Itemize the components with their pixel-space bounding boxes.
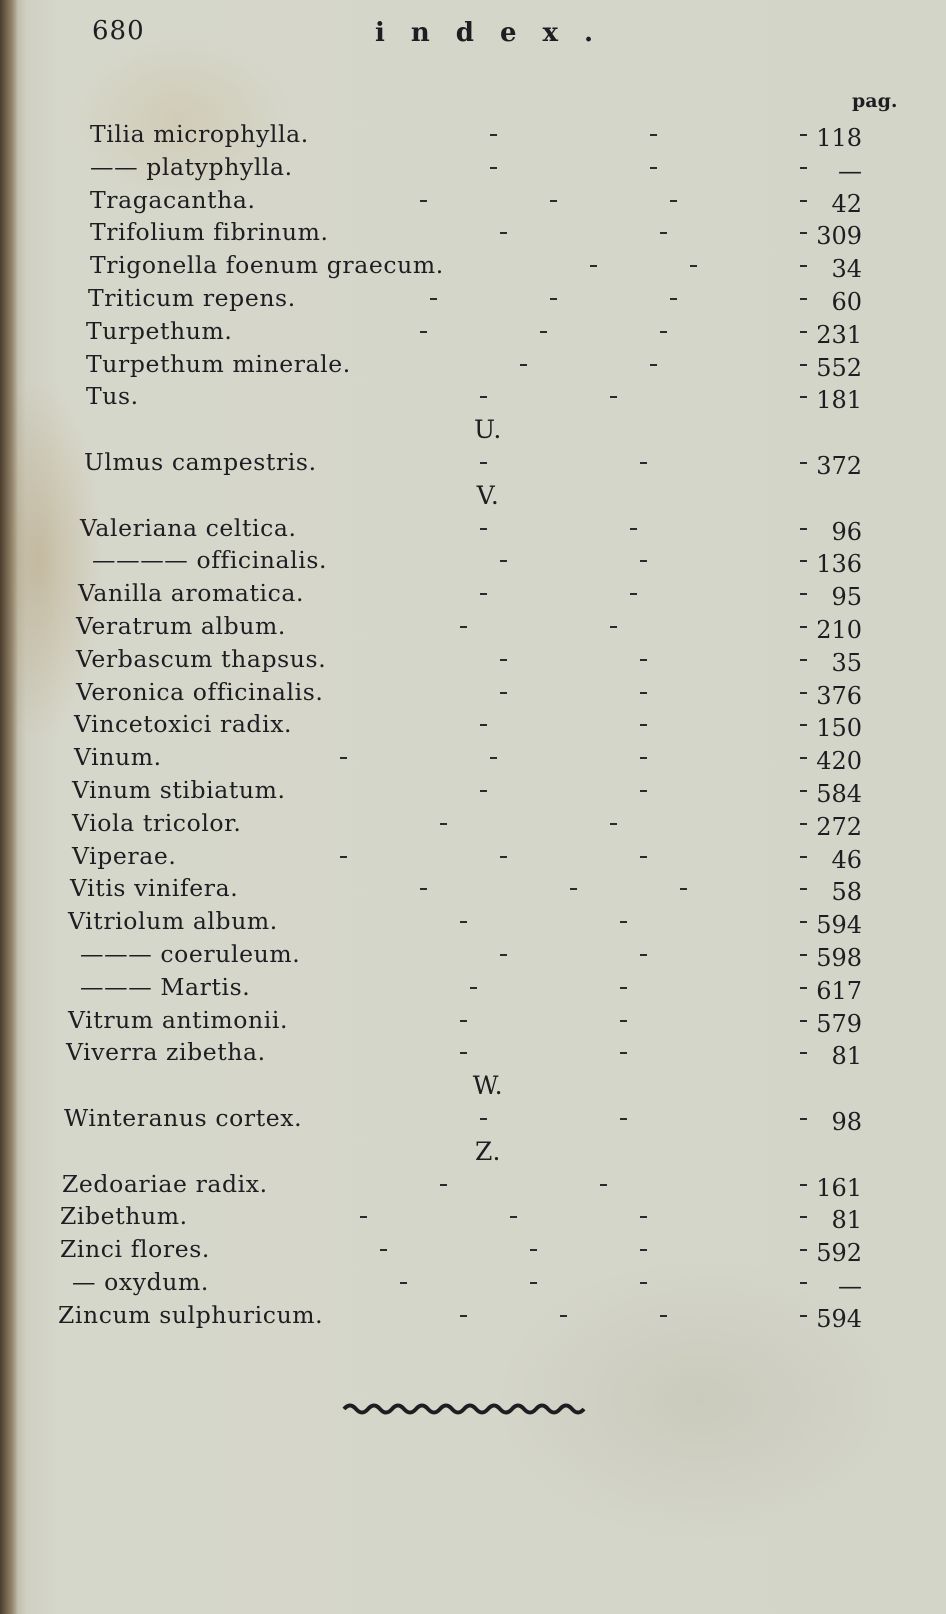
running-head: index. (375, 18, 620, 48)
leader-dash (500, 692, 507, 694)
page-column-header: pag. (852, 90, 898, 112)
leader-dash (620, 1118, 627, 1120)
leader-dash (800, 888, 807, 890)
page-number: 680 (92, 16, 145, 46)
index-entry (0, 512, 946, 545)
entry-name: — oxydum. (72, 1267, 209, 1296)
entry-page-number: 372 (816, 451, 862, 480)
leader-dash (460, 1315, 467, 1317)
leader-dashes (400, 1004, 800, 1034)
entry-name: Tilia microphylla. (90, 120, 309, 148)
index-entry (0, 1200, 946, 1233)
leader-dash (680, 888, 687, 890)
leader-dashes (400, 512, 800, 542)
leader-dash (800, 298, 807, 300)
leader-dash (610, 396, 617, 398)
index-entry (0, 1299, 946, 1332)
index-entry (0, 216, 946, 249)
entry-page-number: 592 (816, 1239, 862, 1268)
leader-dash (640, 1249, 647, 1251)
index-entry (0, 741, 946, 774)
leader-dash (530, 1249, 537, 1251)
leader-dash (800, 1118, 807, 1120)
leader-dashes (400, 1266, 800, 1296)
leader-dash (440, 1184, 447, 1186)
leader-dash (800, 1249, 807, 1251)
entry-page-number: 598 (816, 943, 862, 972)
entry-name: Triticum repens. (88, 283, 296, 312)
index-entry (0, 1102, 946, 1135)
entry-page-number: 81 (831, 1206, 862, 1235)
leader-dash (500, 856, 507, 858)
index-entry (0, 118, 946, 151)
leader-dashes (400, 118, 800, 148)
leader-dashes (400, 446, 800, 476)
leader-dash (480, 1118, 487, 1120)
entry-page-number: 231 (816, 320, 862, 349)
leader-dash (640, 659, 647, 661)
leader-dash (640, 856, 647, 858)
leader-dash (650, 364, 657, 366)
leader-dashes (400, 151, 800, 181)
index-entry (0, 446, 946, 479)
index-entry (0, 938, 946, 971)
leader-dash (500, 560, 507, 562)
leader-dash (480, 528, 487, 530)
leader-dashes (400, 938, 800, 968)
index-entry (0, 1233, 946, 1266)
entry-page-number: 594 (816, 911, 862, 940)
section-letter-label: W. (472, 1071, 504, 1101)
leader-dash (800, 987, 807, 989)
leader-dashes (400, 348, 800, 378)
leader-dash (800, 1315, 807, 1317)
leader-dash (670, 200, 677, 202)
leader-dash (640, 560, 647, 562)
leader-dash (480, 593, 487, 595)
leader-dash (420, 331, 427, 333)
leader-dash (640, 462, 647, 464)
leader-dash (620, 921, 627, 923)
leader-dash (380, 1249, 387, 1251)
index-entry (0, 807, 946, 840)
leader-dashes (400, 708, 800, 738)
leader-dash (640, 757, 647, 759)
leader-dash (800, 396, 807, 398)
leader-dash (670, 298, 677, 300)
leader-dash (800, 462, 807, 464)
leader-dashes (400, 610, 800, 640)
leader-dash (800, 593, 807, 595)
entry-page-number: 150 (816, 714, 862, 743)
leader-dash (440, 823, 447, 825)
leader-dash (640, 954, 647, 956)
entry-name: Ulmus campestris. (84, 447, 317, 476)
index-entry (0, 184, 946, 217)
section-letter (0, 479, 946, 512)
leader-dash (690, 265, 697, 267)
index-entry (0, 577, 946, 610)
section-letter (0, 413, 946, 446)
index-entry (0, 1266, 946, 1299)
leader-dash (510, 1216, 517, 1218)
index-entry (0, 905, 946, 938)
leader-dash (800, 921, 807, 923)
index-entry (0, 676, 946, 709)
entry-page-number: 272 (816, 812, 862, 841)
entry-page-number: 210 (816, 615, 862, 644)
leader-dashes (400, 1168, 800, 1198)
index-entry (0, 971, 946, 1004)
leader-dash (660, 331, 667, 333)
entry-page-number: 579 (816, 1009, 862, 1038)
index-entry (0, 544, 946, 577)
leader-dash (460, 1052, 467, 1054)
leader-dash (800, 659, 807, 661)
entry-name: Winteranus cortex. (64, 1103, 303, 1132)
index-entries (0, 118, 946, 1331)
leader-dash (420, 888, 427, 890)
leader-dash (800, 200, 807, 202)
index-entry (0, 380, 946, 413)
leader-dashes (400, 1036, 800, 1066)
leader-dashes (400, 216, 800, 246)
leader-dash (800, 1020, 807, 1022)
entry-name: Trigonella foenum graecum. (90, 251, 444, 280)
entry-page-number: 58 (831, 878, 862, 907)
entry-name: Tragacantha. (90, 185, 256, 214)
ornamental-end-rule (342, 1402, 592, 1416)
entry-page-number: 376 (816, 681, 862, 710)
leader-dash (800, 954, 807, 956)
leader-dash (800, 528, 807, 530)
leader-dash (420, 200, 427, 202)
leader-dash (340, 757, 347, 759)
leader-dash (800, 134, 807, 136)
leader-dash (800, 560, 807, 562)
entry-page-number: 96 (831, 517, 862, 546)
index-entry (0, 348, 946, 381)
index-entry (0, 282, 946, 315)
leader-dashes (400, 774, 800, 804)
leader-dashes (400, 249, 800, 279)
leader-dash (500, 954, 507, 956)
entry-name: Veratrum album. (76, 611, 286, 640)
leader-dash (800, 364, 807, 366)
entry-name: Turpethum minerale. (86, 349, 351, 378)
leader-dash (480, 396, 487, 398)
entry-name: Viola tricolor. (72, 808, 242, 837)
entry-name: Zinci flores. (60, 1235, 210, 1264)
index-entry (0, 1036, 946, 1069)
index-entry (0, 249, 946, 282)
leader-dash (620, 987, 627, 989)
entry-page-number: 161 (816, 1173, 862, 1202)
entry-page-number: 309 (816, 222, 862, 251)
leader-dash (630, 528, 637, 530)
entry-name: Vitrum antimonii. (68, 1005, 289, 1034)
entry-name: ——— coeruleum. (80, 939, 301, 968)
entry-page-number: 98 (831, 1107, 862, 1136)
leader-dash (800, 823, 807, 825)
entry-name: Viperae. (72, 841, 177, 870)
entry-name: Verbascum thapsus. (76, 644, 327, 673)
leader-dash (800, 856, 807, 858)
leader-dash (640, 724, 647, 726)
leader-dash (550, 298, 557, 300)
entry-page-number: 35 (831, 648, 862, 677)
leader-dashes (400, 741, 800, 771)
entry-name: Trifolium fibrinum. (90, 218, 329, 247)
leader-dash (800, 724, 807, 726)
leader-dash (660, 1315, 667, 1317)
entry-name: Veronica officinalis. (76, 677, 324, 706)
leader-dash (800, 167, 807, 169)
leader-dash (360, 1216, 367, 1218)
index-entry (0, 151, 946, 184)
entry-page-number: 34 (831, 255, 862, 284)
entry-name: Turpethum. (86, 316, 233, 345)
leader-dashes (400, 971, 800, 1001)
leader-dash (460, 921, 467, 923)
entry-page-number: 617 (816, 976, 862, 1005)
leader-dash (800, 757, 807, 759)
leader-dash (800, 1052, 807, 1054)
section-letter-label: Z. (474, 1136, 502, 1166)
entry-name: Zincum sulphuricum. (58, 1300, 324, 1329)
index-entry (0, 1168, 946, 1201)
entry-name: Vanilla aromatica. (78, 579, 305, 608)
entry-page-number: 181 (816, 386, 862, 415)
leader-dash (590, 265, 597, 267)
leader-dashes (400, 643, 800, 673)
leader-dashes (400, 905, 800, 935)
index-entry (0, 840, 946, 873)
leader-dash (430, 298, 437, 300)
entry-page-number: — (838, 1271, 862, 1300)
entry-name: Valeriana celtica. (80, 513, 297, 542)
leader-dash (340, 856, 347, 858)
leader-dashes (400, 1200, 800, 1230)
entry-page-number: 136 (816, 550, 862, 579)
leader-dash (800, 331, 807, 333)
leader-dashes (400, 807, 800, 837)
leader-dash (620, 1020, 627, 1022)
leader-dash (530, 1282, 537, 1284)
leader-dash (800, 626, 807, 628)
index-entry (0, 610, 946, 643)
leader-dash (400, 1282, 407, 1284)
leader-dash (640, 1282, 647, 1284)
entry-page-number: 118 (816, 124, 862, 152)
leader-dashes (400, 380, 800, 410)
leader-dashes (400, 872, 800, 902)
leader-dashes (400, 544, 800, 574)
leader-dash (650, 134, 657, 136)
leader-dash (570, 888, 577, 890)
leader-dash (630, 593, 637, 595)
leader-dash (800, 692, 807, 694)
section-letter (0, 1069, 946, 1102)
index-entry (0, 1004, 946, 1037)
entry-name: Tus. (86, 382, 139, 411)
leader-dash (490, 757, 497, 759)
entry-name: ———— officinalis. (92, 546, 328, 575)
leader-dash (490, 167, 497, 169)
leader-dash (480, 724, 487, 726)
leader-dashes (400, 840, 800, 870)
leader-dashes (400, 184, 800, 214)
leader-dash (640, 790, 647, 792)
leader-dash (620, 1052, 627, 1054)
leader-dashes (400, 577, 800, 607)
leader-dash (500, 659, 507, 661)
entry-name: Vitis vinifera. (70, 874, 239, 903)
entry-name: Vitriolum album. (68, 907, 278, 936)
leader-dash (460, 626, 467, 628)
leader-dash (600, 1184, 607, 1186)
leader-dash (480, 462, 487, 464)
entry-name: —— platyphylla. (90, 152, 293, 181)
entry-page-number: 60 (831, 287, 862, 316)
leader-dash (490, 134, 497, 136)
leader-dash (800, 1282, 807, 1284)
entry-name: Vincetoxici radix. (74, 710, 293, 739)
leader-dash (560, 1315, 567, 1317)
leader-dash (520, 364, 527, 366)
entry-page-number: 42 (831, 189, 862, 218)
entry-page-number: 420 (816, 747, 862, 776)
leader-dash (480, 790, 487, 792)
leader-dash (540, 331, 547, 333)
leader-dash (650, 167, 657, 169)
entry-name: Zedoariae radix. (62, 1169, 268, 1198)
section-letter (0, 1135, 946, 1168)
entry-page-number: 584 (816, 779, 862, 808)
leader-dash (800, 232, 807, 234)
entry-name: Viverra zibetha. (66, 1038, 266, 1067)
entry-page-number: 594 (816, 1304, 862, 1333)
index-entry (0, 708, 946, 741)
leader-dashes (400, 676, 800, 706)
leader-dashes (400, 1102, 800, 1132)
leader-dash (800, 1216, 807, 1218)
leader-dash (640, 692, 647, 694)
entry-name: ——— Martis. (80, 972, 251, 1001)
index-entry (0, 643, 946, 676)
leader-dash (800, 1184, 807, 1186)
entry-page-number: — (838, 156, 862, 185)
leader-dash (500, 232, 507, 234)
leader-dash (660, 232, 667, 234)
leader-dash (550, 200, 557, 202)
leader-dash (640, 1216, 647, 1218)
leader-dash (470, 987, 477, 989)
entry-page-number: 81 (831, 1042, 862, 1071)
entry-page-number: 46 (831, 845, 862, 874)
index-entry (0, 774, 946, 807)
entry-name: Vinum stibiatum. (72, 775, 286, 804)
leader-dash (800, 790, 807, 792)
entry-page-number: 552 (816, 353, 862, 382)
section-letter-label: U. (474, 415, 502, 445)
section-letter-label: V. (476, 480, 500, 510)
leader-dash (800, 265, 807, 267)
entry-name: Vinum. (74, 743, 162, 772)
leader-dashes (400, 282, 800, 312)
leader-dashes (400, 315, 800, 345)
leader-dash (460, 1020, 467, 1022)
index-entry (0, 315, 946, 348)
leader-dash (610, 626, 617, 628)
leader-dash (610, 823, 617, 825)
index-entry (0, 872, 946, 905)
entry-page-number: 95 (831, 583, 862, 612)
leader-dashes (400, 1233, 800, 1263)
leader-dashes (400, 1299, 800, 1329)
entry-name: Zibethum. (60, 1202, 188, 1231)
